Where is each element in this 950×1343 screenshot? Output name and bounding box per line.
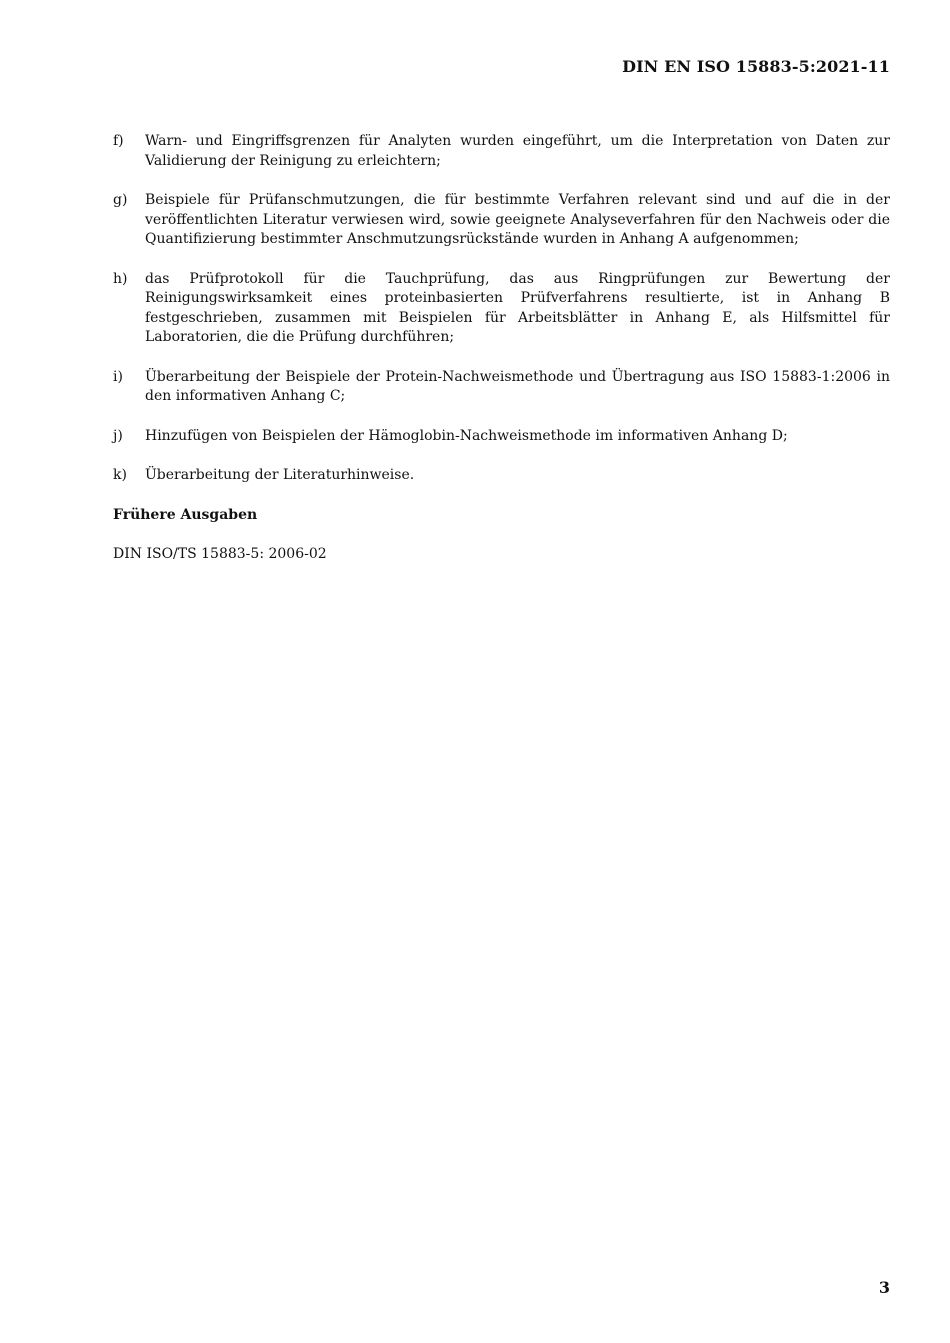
list-text: das Prüfprotokoll für die Tauchprüfung, das aus Ringprüfungen zur Bewertung der Reinigungswirksamkeit eines proteinbasierten Prüfverfahrens resultierte, ist in Anhang B festgeschrieben, zusammen mit Beispielen für Arbeitsblätter in Anhang E, als Hilfsmittel für Laboratorien, die die Prüfung durchführen; xyxy=(145,270,890,345)
document-id-header: DIN EN ISO 15883-5:2021-11 xyxy=(622,57,890,76)
list-text: Überarbeitung der Beispiele der Protein-Nachweismethode und Übertragung aus ISO 15883-1:2006 in den informativen Anhang C; xyxy=(145,368,890,404)
list-item-g xyxy=(113,191,890,250)
page-number: 3 xyxy=(878,1278,890,1297)
list-item-j xyxy=(113,427,890,447)
list-marker: g) xyxy=(113,192,128,208)
list-item-f xyxy=(113,132,890,171)
list-text: Beispiele für Prüfanschmutzungen, die für bestimmte Verfahren relevant sind und auf die in der veröffentlichten Literatur verwiesen wird, sowie geeignete Analyseverfahren für den Nachweis oder die Quantifizierung bestimmter Anschmutzungsrückstände wurden in Anhang A aufgenommen; xyxy=(145,192,890,247)
change-list xyxy=(113,132,890,486)
list-marker: f) xyxy=(113,133,124,149)
list-text: Hinzufügen von Beispielen der Hämoglobin-Nachweismethode im informativen Anhang D; xyxy=(145,427,788,444)
list-marker: k) xyxy=(113,467,127,483)
previous-editions-heading: Frühere Ausgaben xyxy=(113,506,258,523)
list-marker: h) xyxy=(113,270,128,287)
previous-edition-entry: DIN ISO/TS 15883-5: 2006-02 xyxy=(113,546,327,562)
page-content xyxy=(113,132,890,565)
list-text: Warn- und Eingriffsgrenzen für Analyten wurden eingeführt, um die Interpretation von Daten zur Validierung der Reinigung zu erleichtern; xyxy=(145,133,890,169)
list-text: Überarbeitung der Literaturhinweise. xyxy=(145,467,415,483)
list-item-h xyxy=(113,270,890,348)
list-marker: j) xyxy=(113,427,123,444)
list-marker: i) xyxy=(113,368,123,385)
list-item-k xyxy=(113,466,890,486)
list-item-i xyxy=(113,368,890,407)
